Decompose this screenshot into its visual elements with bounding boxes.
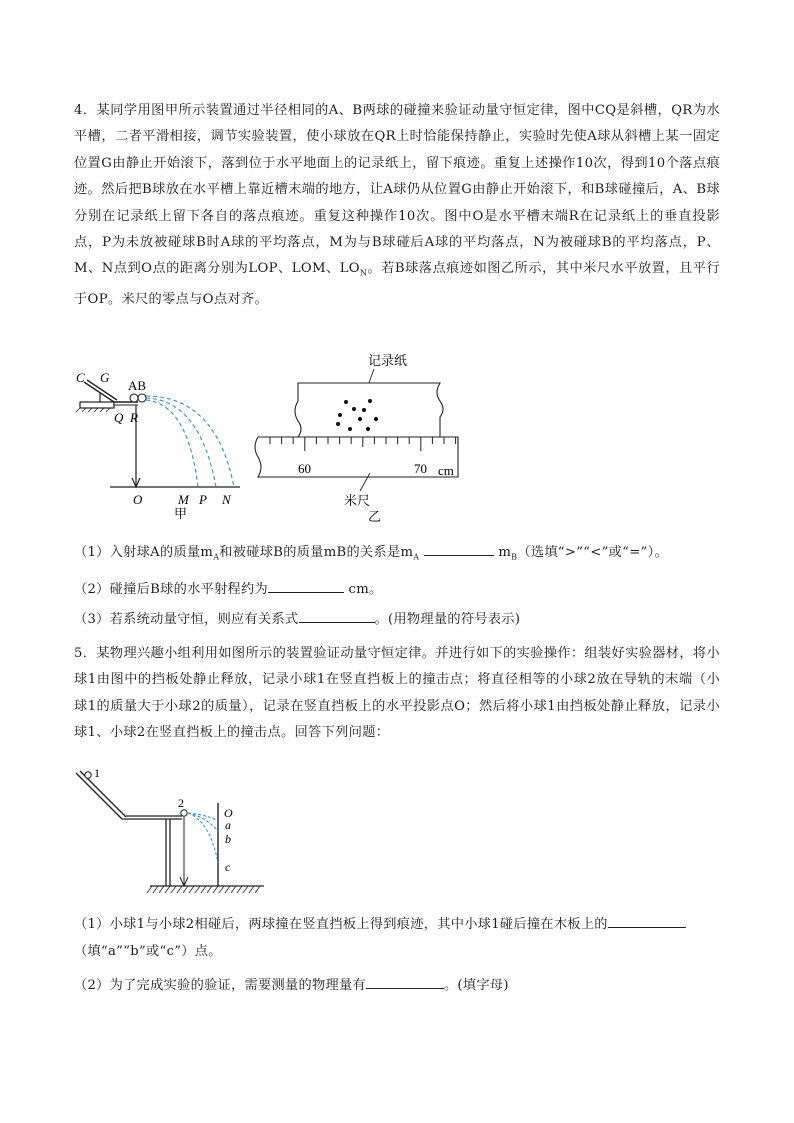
tick-label-60: 60 (298, 461, 311, 476)
hatch-mark (189, 886, 194, 893)
label-ab: AB (128, 378, 147, 393)
q4-intro-tail: 。若B球落点痕迹如图乙所示，其中米尺水平放置，且平行于OP。米尺的零点与O点对齐。 (74, 261, 720, 308)
hatch-mark (207, 886, 212, 893)
hatch-mark (147, 886, 152, 893)
figure-jia (70, 360, 250, 520)
label-p: P (199, 492, 207, 507)
caption-yi: 乙 (368, 509, 382, 524)
label-o: O (224, 806, 233, 820)
label-m: M (178, 492, 189, 507)
hatch-mark (153, 886, 158, 893)
q5-sub1 (74, 913, 686, 935)
ground-hatch (147, 886, 260, 893)
hatch-mark (225, 886, 230, 893)
q4-sub3-text-a: （3）若系统动量守恒，则应有关系式 (74, 612, 299, 627)
q4-sub3-text-b: 。(用物理量的符号表示) (374, 612, 521, 627)
trajectory-c (188, 813, 218, 863)
ball-2 (181, 810, 187, 816)
label-ball-2: 2 (178, 796, 184, 810)
ball-b (138, 394, 146, 402)
q4-sub1-sub-c: B (511, 552, 518, 562)
caption-jia: 甲 (174, 506, 188, 520)
label-b: b (225, 832, 231, 846)
q5-sub2-answer-blank[interactable] (366, 974, 444, 989)
q4-sub1-text-d: （选填“>”“<”或“=”）。 (517, 545, 668, 560)
hatch-mark (195, 886, 200, 893)
ruler (255, 437, 458, 477)
hatch-mark (231, 886, 236, 893)
dot (368, 399, 372, 403)
q4-sub1-text-b: 和被碰球B的质量mB的关系是m (219, 545, 414, 560)
q4-intro-sub-n: N (359, 269, 368, 279)
ball-a (130, 394, 138, 402)
trajectory-a (188, 813, 218, 821)
dot (352, 407, 356, 411)
q4-sub2-text-b: cm。 (348, 582, 383, 597)
q5-sub1-cont (74, 942, 222, 962)
q4-sub1 (74, 541, 668, 568)
ruler-unit: cm (438, 463, 454, 478)
q4-sub3-answer-blank[interactable] (299, 608, 375, 623)
q5-intro: 5．某物理兴趣小组利用如图所示的装置验证动量守恒定律。并进行如下的实验操作：组装好实验器材，将小球1由图中的挡板处静止释放，记录小球1在竖直挡板上的撞击点；将直径相等的小球2放在导轨的末端（小球1的质量大于小球2的质量），记录在竖直挡板上的水平投影点O；然后将小球1由挡板处静止释放，记录小球1、小球2在竖直挡板上的撞击点。回答下列问题： (74, 646, 720, 741)
label-ruler: 米尺 (344, 493, 371, 508)
dot (348, 427, 352, 431)
q4-intro-text: 4．某同学用图甲所示装置通过半径相同的A、B两球的碰撞来验证动量守恒定律，图中CQ是斜槽，QR为水平槽，二者平滑相接，调节实验装置，使小球放在QR上时恰能保持静止，实验时先使A球从斜槽上某一固定位置G由静止开始滚下，落到位于水平地面上的记录纸上，留下痕迹。重复上述操作10次，得到10个落点痕迹。然后把B球放在水平槽上靠近槽末端的地方，让A球仍从位置G由静止开始滚下，和B球碰撞后，A、B球分别在记录纸上留下各自的落点痕迹。重复这种操作10次。图中O是水平槽末端R在记录纸上的垂直投影点，P为未放被碰球B时A球的平均落点，M为与B球碰后A球的平均落点，N为被碰球B的平均落点，P、M、N点到O点的距离分别为LOP、LOM、LO (74, 103, 720, 277)
dot (362, 408, 366, 412)
base-hatch (76, 408, 110, 412)
hatch-mark (249, 886, 254, 893)
q5-sub1-answer-blank[interactable] (608, 913, 686, 928)
dot (358, 417, 362, 421)
dot (344, 400, 348, 404)
q4-sub2-answer-blank[interactable] (268, 578, 344, 593)
hatch-mark (219, 886, 224, 893)
trajectory-p (146, 398, 216, 487)
hatch-mark (213, 886, 218, 893)
hatch-mark (177, 886, 182, 893)
tick-label-70: 70 (414, 461, 427, 476)
label-q: Q (114, 410, 124, 425)
ball-1 (85, 772, 91, 778)
hatch-mark (237, 886, 242, 893)
label-c: c (225, 860, 231, 874)
q4-sub1-text-c: m (498, 545, 512, 560)
incline-cq (84, 382, 114, 402)
label-g: G (100, 370, 110, 385)
q4-sub1-sub-b: A (413, 552, 420, 562)
q5-sub2 (74, 974, 509, 996)
q5-sub2-text-a: （2）为了完成实验的验证，需要测量的物理量有 (74, 978, 366, 993)
track-base (80, 402, 114, 408)
label-a: a (225, 818, 231, 832)
hatch-mark (201, 886, 206, 893)
q5-sub1-text-b: （填“a”“b”或“c”）点。 (74, 944, 222, 959)
q4-intro (74, 98, 720, 314)
dot (336, 422, 340, 426)
label-ball-1: 1 (94, 766, 100, 780)
hatch-mark (243, 886, 248, 893)
q5-sub1-text-a: （1）小球1与小球2相碰后，两球撞在竖直挡板上得到痕迹，其中小球1碰后撞在木板上的 (74, 917, 608, 932)
trajectory-n (146, 396, 234, 487)
q4-sub3 (74, 608, 520, 630)
q4-sub2 (74, 578, 383, 600)
figure-q5 (70, 765, 270, 900)
label-n: N (222, 492, 231, 507)
q4-sub1-text-a: （1）入射球A的质量m (74, 545, 214, 560)
q5-sub2-text-b: 。(填字母) (443, 978, 509, 993)
q4-sub1-answer-blank[interactable] (424, 541, 494, 556)
label-record-paper: 记录纸 (368, 353, 408, 368)
label-c: C (76, 370, 85, 385)
label-r: R (130, 410, 138, 425)
hatch-mark (183, 886, 188, 893)
q4-sub2-text-a: （2）碰撞后B球的水平射程约为 (74, 582, 269, 597)
dot (338, 413, 342, 417)
hatch-mark (159, 886, 164, 893)
figure-yi (250, 345, 470, 525)
hatch-mark (255, 886, 260, 893)
q4-sub1-sub-a: A (213, 552, 220, 562)
dot (366, 427, 370, 431)
hatch-mark (165, 886, 170, 893)
hatch-mark (171, 886, 176, 893)
dot (374, 417, 378, 421)
label-o: O (133, 492, 143, 507)
trajectory-m (146, 400, 198, 487)
